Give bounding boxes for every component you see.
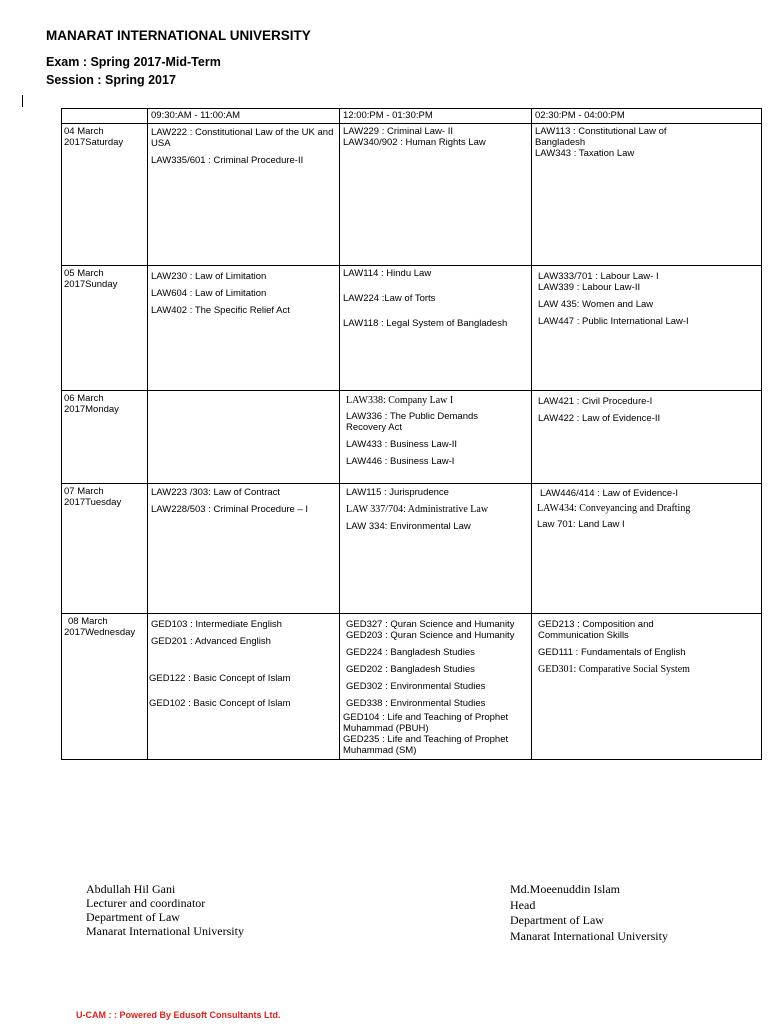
slot-cell (532, 484, 762, 614)
course-entry: LAW113 : Constitutional Law of Bangladesh (535, 126, 667, 148)
course-entry: GED203 : Quran Science and Humanity (346, 630, 515, 641)
course-entry: LAW335/601 : Criminal Procedure-II (151, 155, 304, 166)
course-entry: LAW447 : Public International Law-I (538, 316, 689, 327)
slot-cell-empty (148, 391, 340, 484)
course-entry: LAW115 : Jurisprudence (346, 487, 449, 498)
date-text: 04 March (64, 126, 104, 137)
slot-cell (532, 614, 762, 760)
date-text: 07 March (64, 486, 104, 497)
course-entry: GED338 : Environmental Studies (346, 698, 486, 709)
signatory-title: Head (510, 897, 536, 912)
course-entry: GED302 : Environmental Studies (346, 681, 486, 692)
signatory-name: Md.Moeenuddin Islam (510, 882, 620, 896)
course-entry: GED102 : Basic Concept of Islam (149, 698, 291, 709)
course-entry: GED103 : Intermediate English (151, 619, 282, 630)
slot-cell (148, 266, 340, 391)
session-title: Session : Spring 2017 (46, 73, 176, 87)
course-entry: LAW230 : Law of Limitation (151, 271, 267, 282)
table-row (62, 484, 762, 614)
slot-cell (532, 266, 762, 391)
course-entry: LAW446 : Business Law-I (346, 456, 455, 467)
course-entry: LAW223 /303: Law of Contract (151, 487, 281, 498)
course-entry: LAW229 : Criminal Law- II (343, 126, 453, 137)
course-entry: LAW 435: Women and Law (538, 299, 654, 310)
course-entry: GED327 : Quran Science and Humanity (346, 619, 515, 630)
course-entry: LAW446/414 : Law of Evidence-I (540, 488, 679, 499)
table-row (62, 614, 762, 760)
course-entry: GED235 : Life and Teaching of Prophet Muhammad (SM) (343, 734, 509, 756)
slot-cell (532, 391, 762, 484)
table-row (62, 391, 762, 484)
day-cell (62, 266, 148, 391)
course-entry: LAW421 : Civil Procedure-I (538, 396, 653, 407)
table-header-row (62, 109, 762, 124)
slot-header-2: 12:00:PM - 01:30:PM (340, 109, 532, 124)
signatory-name: Abdullah Hil Gani (86, 882, 176, 896)
course-entry: GED104 : Life and Teaching of Prophet Muhammad (PBUH) (343, 712, 509, 734)
course-entry: LAW 337/704: Administrative Law (346, 504, 489, 515)
weekday-text: 2017Monday (64, 404, 119, 415)
course-entry: LAW338: Company Law I (346, 395, 454, 406)
signatory-institution: Manarat International University (510, 928, 668, 943)
header-corner-cell (62, 109, 148, 124)
slot-cell (340, 124, 532, 266)
date-text: 06 March (64, 393, 104, 404)
university-title: MANARAT INTERNATIONAL UNIVERSITY (46, 28, 311, 43)
course-entry: LAW340/902 : Human Rights Law (343, 137, 486, 148)
signature-block-left (86, 882, 244, 938)
footer-credit: U-CAM : : Powered By Edusoft Consultants Ltd. (76, 1010, 281, 1020)
exam-schedule-table (61, 108, 762, 760)
text-cursor (22, 95, 23, 107)
weekday-text: 2017Sunday (64, 279, 118, 290)
course-entry: LAW118 : Legal System of Bangladesh (343, 318, 508, 329)
course-entry: LAW604 : Law of Limitation (151, 288, 267, 299)
course-entry: LAW 334: Environmental Law (346, 521, 471, 532)
signatory-department: Department of Law (86, 910, 180, 924)
signatory-institution: Manarat International University (86, 924, 244, 938)
course-entry: LAW114 : Hindu Law (343, 268, 432, 279)
slot-cell (340, 391, 532, 484)
date-text: 08 March (68, 616, 108, 627)
course-entry: GED301: Comparative Social System (538, 664, 690, 675)
signatory-department: Department of Law (510, 913, 604, 927)
weekday-text: 2017Saturday (64, 137, 124, 148)
day-cell (62, 391, 148, 484)
table-row (62, 266, 762, 391)
slot-cell (148, 124, 340, 266)
day-cell (62, 484, 148, 614)
course-entry: LAW224 :Law of Torts (343, 293, 436, 304)
course-entry: LAW339 : Labour Law-II (538, 282, 641, 293)
course-entry: GED213 : Composition and Communication Skills (538, 619, 654, 641)
table-row (62, 124, 762, 266)
slot-cell (532, 124, 762, 266)
course-entry: GED201 : Advanced English (151, 636, 271, 647)
slot-cell (148, 484, 340, 614)
course-entry: GED122 : Basic Concept of Islam (149, 673, 291, 684)
course-entry: GED111 : Fundamentals of English (538, 647, 686, 658)
course-entry: LAW333/701 : Labour Law- I (538, 271, 659, 282)
course-entry: LAW222 : Constitutional Law of the UK and USA (151, 127, 334, 149)
course-entry: LAW422 : Law of Evidence-II (538, 413, 661, 424)
slot-header-3: 02:30:PM - 04:00:PM (532, 109, 762, 124)
date-text: 05 March (64, 268, 104, 279)
slot-cell (340, 614, 532, 760)
day-cell (62, 614, 148, 760)
slot-cell (340, 266, 532, 391)
course-entry: GED224 : Bangladesh Studies (346, 647, 475, 658)
course-entry: LAW343 : Taxation Law (535, 148, 635, 159)
course-entry: Law 701: Land Law I (537, 519, 625, 530)
weekday-text: 2017Tuesday (64, 497, 122, 508)
signature-block-right (510, 882, 668, 944)
slot-header-1: 09:30:AM - 11:00:AM (148, 109, 340, 124)
course-entry: LAW433 : Business Law-II (346, 439, 458, 450)
exam-title: Exam : Spring 2017-Mid-Term (46, 55, 221, 69)
slot-cell (148, 614, 340, 760)
signatory-title: Lecturer and coordinator (86, 896, 206, 910)
weekday-text: 2017Wednesday (64, 627, 136, 638)
course-entry: LAW434: Conveyancing and Drafting (537, 503, 691, 514)
course-entry: LAW228/503 : Criminal Procedure – I (151, 504, 309, 515)
course-entry: LAW336 : The Public Demands Recovery Act (346, 411, 479, 433)
course-entry: GED202 : Bangladesh Studies (346, 664, 475, 675)
day-cell (62, 124, 148, 266)
course-entry: LAW402 : The Specific Relief Act (151, 305, 290, 316)
slot-cell (340, 484, 532, 614)
